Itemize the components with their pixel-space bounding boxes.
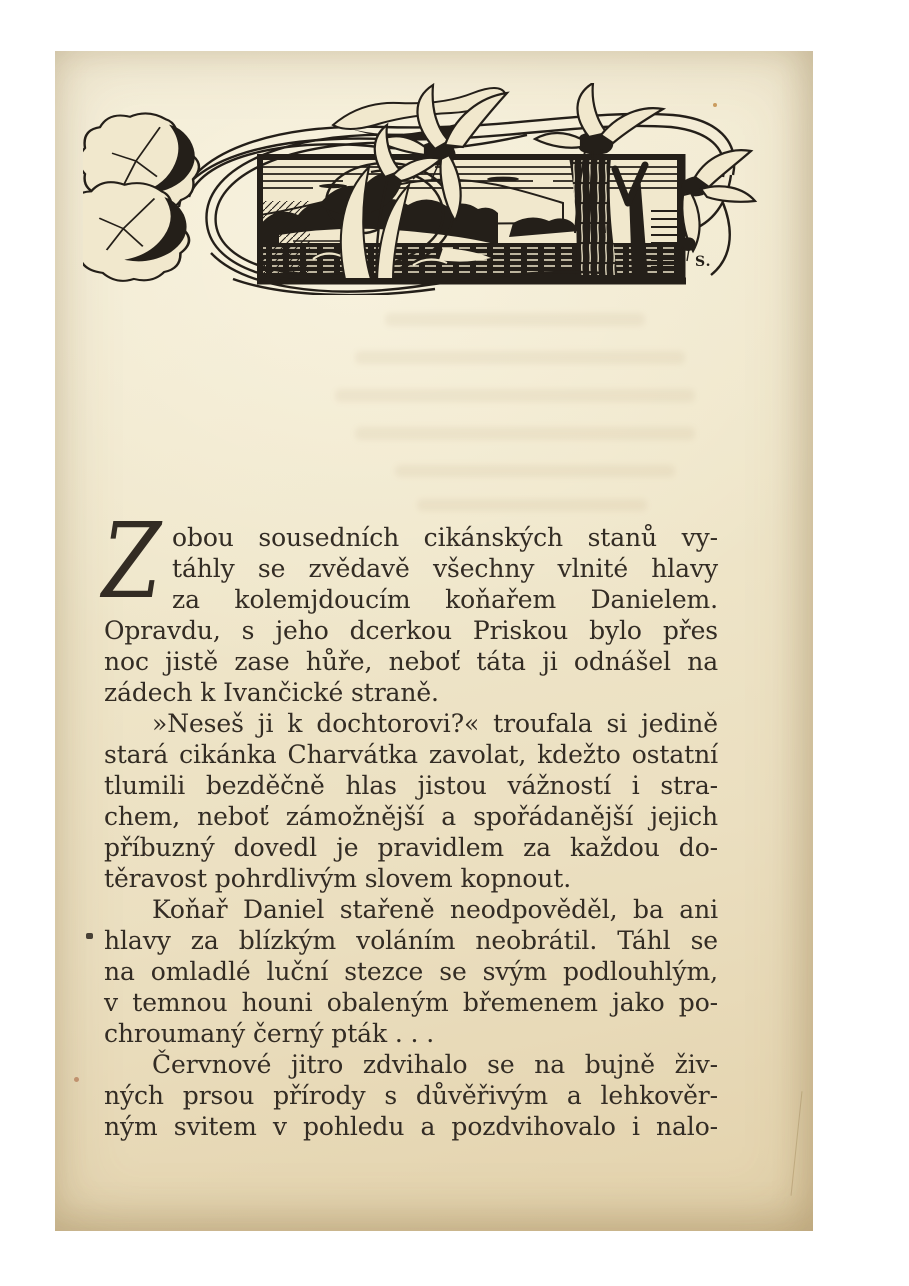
text-line: obou sousedních cikánských stanů vy- [172,523,718,552]
text-line: chem, neboť zámožnější a spořádanější jejich [104,802,718,831]
artist-signature: S. [695,254,712,270]
text-line: Koňař Daniel stařeně neodpověděl, ba ani [152,895,718,924]
art-nouveau-vignette [83,83,773,295]
paragraph [104,708,718,894]
bleed-through-mark [417,499,647,511]
cyclamen-flower [677,150,755,261]
bleed-through-mark [335,389,695,402]
text-line: za kolemjdoucím koňařem Danielem. [172,585,718,614]
text-line: noc jistě zase hůře, neboť táta ji odnášel na [104,647,718,676]
printers-mark [86,933,93,939]
text-line: v temnou houni obaleným břemenem jako po- [104,988,718,1017]
text-line: na omladlé luční stezce se svým podlouhlým, [104,957,718,986]
text-line: Opravdu, s jeho dcerkou Priskou bylo přes [104,616,718,645]
paragraph [102,500,718,708]
landscape-scene [260,157,680,278]
bleed-through-mark [395,465,675,477]
cloud [487,177,519,182]
text-line: ným svitem v pohledu a pozdvihovalo i nalo- [104,1112,718,1141]
bleed-through-mark [385,313,645,326]
text-line: ných prsou přírody s důvěřivým a lehkověr- [104,1081,718,1110]
paragraph [104,1049,718,1142]
text-line: táhly se zvědavě všechny vlnité hlavy [172,554,718,583]
hatch-panel [260,201,310,278]
text-line: chroumaný černý pták . . . [104,1019,435,1048]
text-line: stará cikánka Charvátka zavolat, kdežto ostatní [104,740,718,769]
paper-speck [74,1077,79,1082]
bleed-through-mark [355,351,685,364]
text-line: tlumili bezděčně hlas jistou vážností i stra- [104,771,718,800]
header-illustration [83,83,773,295]
book-page [55,51,813,1231]
bleed-through-mark [355,427,695,440]
drop-cap: Z [102,500,162,622]
text-line: »Neseš ji k dochtorovi?« troufala si jedině [152,709,718,738]
text-line: příbuzný dovedl je pravidlem za každou do- [104,833,718,862]
paragraph [104,894,718,1049]
text-line: Červnové jitro zdvihalo se na bujně živ- [152,1050,718,1079]
text-line: hlavy za blízkým voláním neobrátil. Táhl se [104,926,718,955]
paper-speck [713,103,717,107]
text-line: zádech k Ivančické straně. [104,678,439,707]
text-line: těravost pohrdlivým slovem kopnout. [104,864,572,893]
paper-crease [791,1091,803,1196]
text-block [102,500,718,1142]
